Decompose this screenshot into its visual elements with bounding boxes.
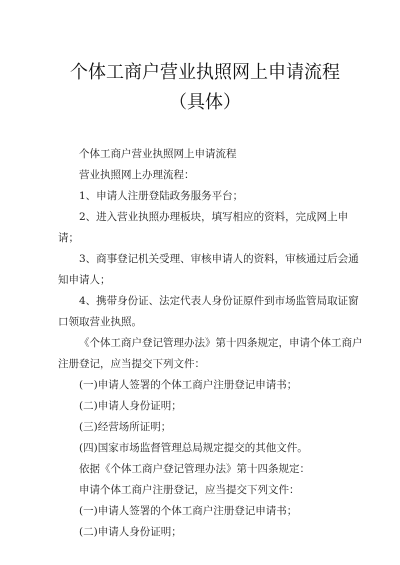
document-title: 个体工商户营业执照网上申请流程（具体） — [70, 62, 340, 113]
paragraph-10: (三)经营场所证明； — [79, 421, 172, 433]
paragraph-3: 1、申请人注册登陆政务服务平台； — [79, 190, 244, 202]
document-body — [58, 144, 363, 543]
paragraph-4: 2、进入营业执照办理板块，填写相应的资料，完成网上申请； — [58, 211, 349, 244]
paragraph-1: 个体工商户营业执照网上申请流程 — [79, 148, 237, 160]
paragraph-6: 4、携带身份证、法定代表人身份证原件到市场监管局取证窗口领取营业执照。 — [58, 295, 359, 328]
paragraph-7: 《个体工商户登记管理办法》第十四条规定，申请个体工商户注册登记，应当提交下列文件： — [58, 337, 363, 370]
paragraph-8: (一)申请人签署的个体工商户注册登记申请书； — [79, 379, 298, 391]
paragraph-9: (二)申请人身份证明； — [79, 400, 182, 412]
paragraph-13: 申请个体工商户注册登记，应当提交下列文件： — [79, 484, 300, 496]
paragraph-12: 依据《个体工商户登记管理办法》第十四条规定： — [79, 463, 310, 475]
paragraph-5: 3、商事登记机关受理、审核申请人的资料，审核通过后会通知申请人； — [58, 253, 359, 286]
paragraph-14: (一)申请人签署的个体工商户注册登记申请书； — [79, 505, 298, 517]
paragraph-11: (四)国家市场监督管理总局规定提交的其他文件。 — [79, 442, 308, 454]
paragraph-15: (二)申请人身份证明； — [79, 526, 182, 538]
paragraph-2: 营业执照网上办理流程： — [79, 169, 195, 181]
